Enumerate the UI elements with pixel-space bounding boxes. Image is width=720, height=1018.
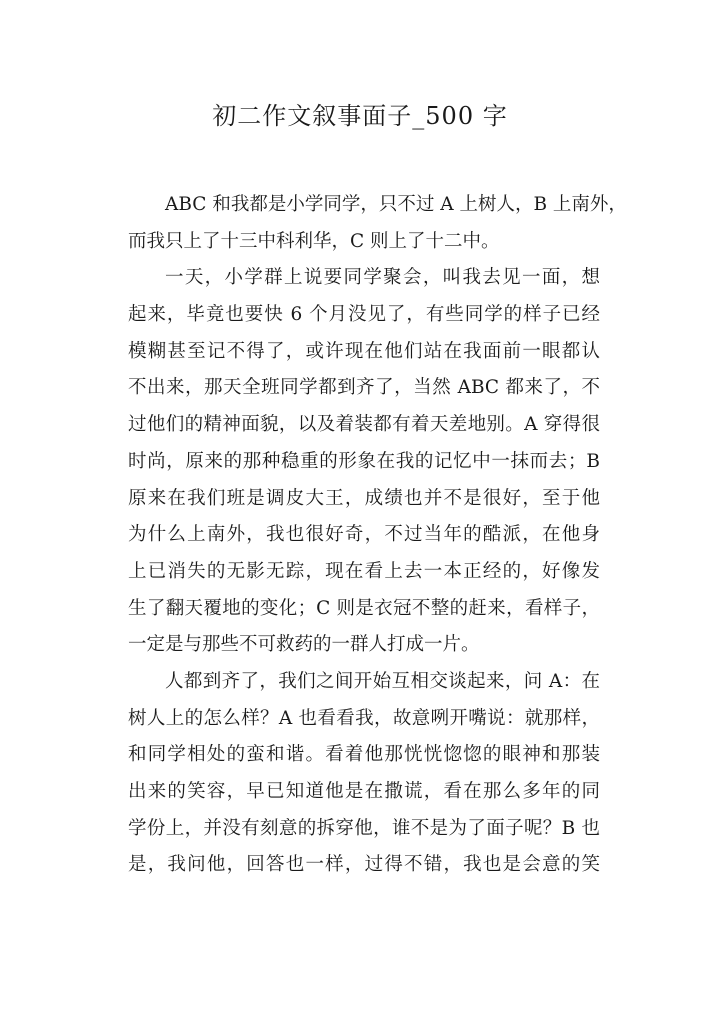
- text-line: 生了翻天覆地的变化；C 则是衣冠不整的赶来，看样子，: [128, 597, 600, 619]
- paragraph-3: [128, 664, 600, 884]
- text-line: 出来的笑容，早已知道他是在撒谎，看在那么多年的同: [128, 781, 600, 802]
- text-line: 一定是与那些不可救药的一群人打成一片。: [128, 634, 480, 656]
- document-body: [128, 187, 627, 884]
- text-line: 学份上，并没有刻意的拆穿他，谁不是为了面子呢？B 也: [128, 817, 600, 839]
- text-line: 不出来，那天全班同学都到齐了，当然 ABC 都来了，不: [128, 377, 600, 399]
- text-line: 上已消失的无影无踪，现在看上去一本正经的，好像发: [128, 560, 600, 582]
- text-line: 和同学相处的蛮和谐。看着他那恍恍惚惚的眼神和那装: [128, 744, 600, 766]
- text-line: 过他们的精神面貌，以及着装都有着天差地别。A 穿得很: [128, 414, 600, 436]
- text-line: ABC 和我都是小学同学，只不过 A 上树人，B 上南外，: [165, 194, 627, 215]
- paragraph-2: [128, 260, 600, 664]
- paragraph-1: [128, 187, 627, 260]
- text-line: 原来在我们班是调皮大王，成绩也并不是很好，至于他: [128, 487, 600, 509]
- text-line: 人都到齐了，我们之间开始互相交谈起来，问 A：在: [165, 670, 600, 692]
- document-title: 初二作文叙事面子_500 字: [212, 102, 508, 130]
- text-line: 起来，毕竟也要快 6 个月没见了，有些同学的样子已经: [128, 304, 600, 326]
- text-line: 模糊甚至记不得了，或许现在他们站在我面前一眼都认: [128, 340, 600, 362]
- text-line: 为什么上南外，我也很好奇，不过当年的酷派，在他身: [128, 524, 600, 546]
- text-line: 一天，小学群上说要同学聚会，叫我去见一面，想: [165, 267, 600, 289]
- text-line: 树人上的怎么样？A 也看看我，故意咧开嘴说：就那样，: [128, 707, 600, 729]
- text-line: 是，我问他，回答也一样，过得不错，我也是会意的笑: [128, 854, 600, 876]
- text-line: 而我只上了十三中科利华，C 则上了十二中。: [128, 230, 500, 252]
- text-line: 时尚，原来的那种稳重的形象在我的记忆中一抹而去；B: [128, 450, 600, 472]
